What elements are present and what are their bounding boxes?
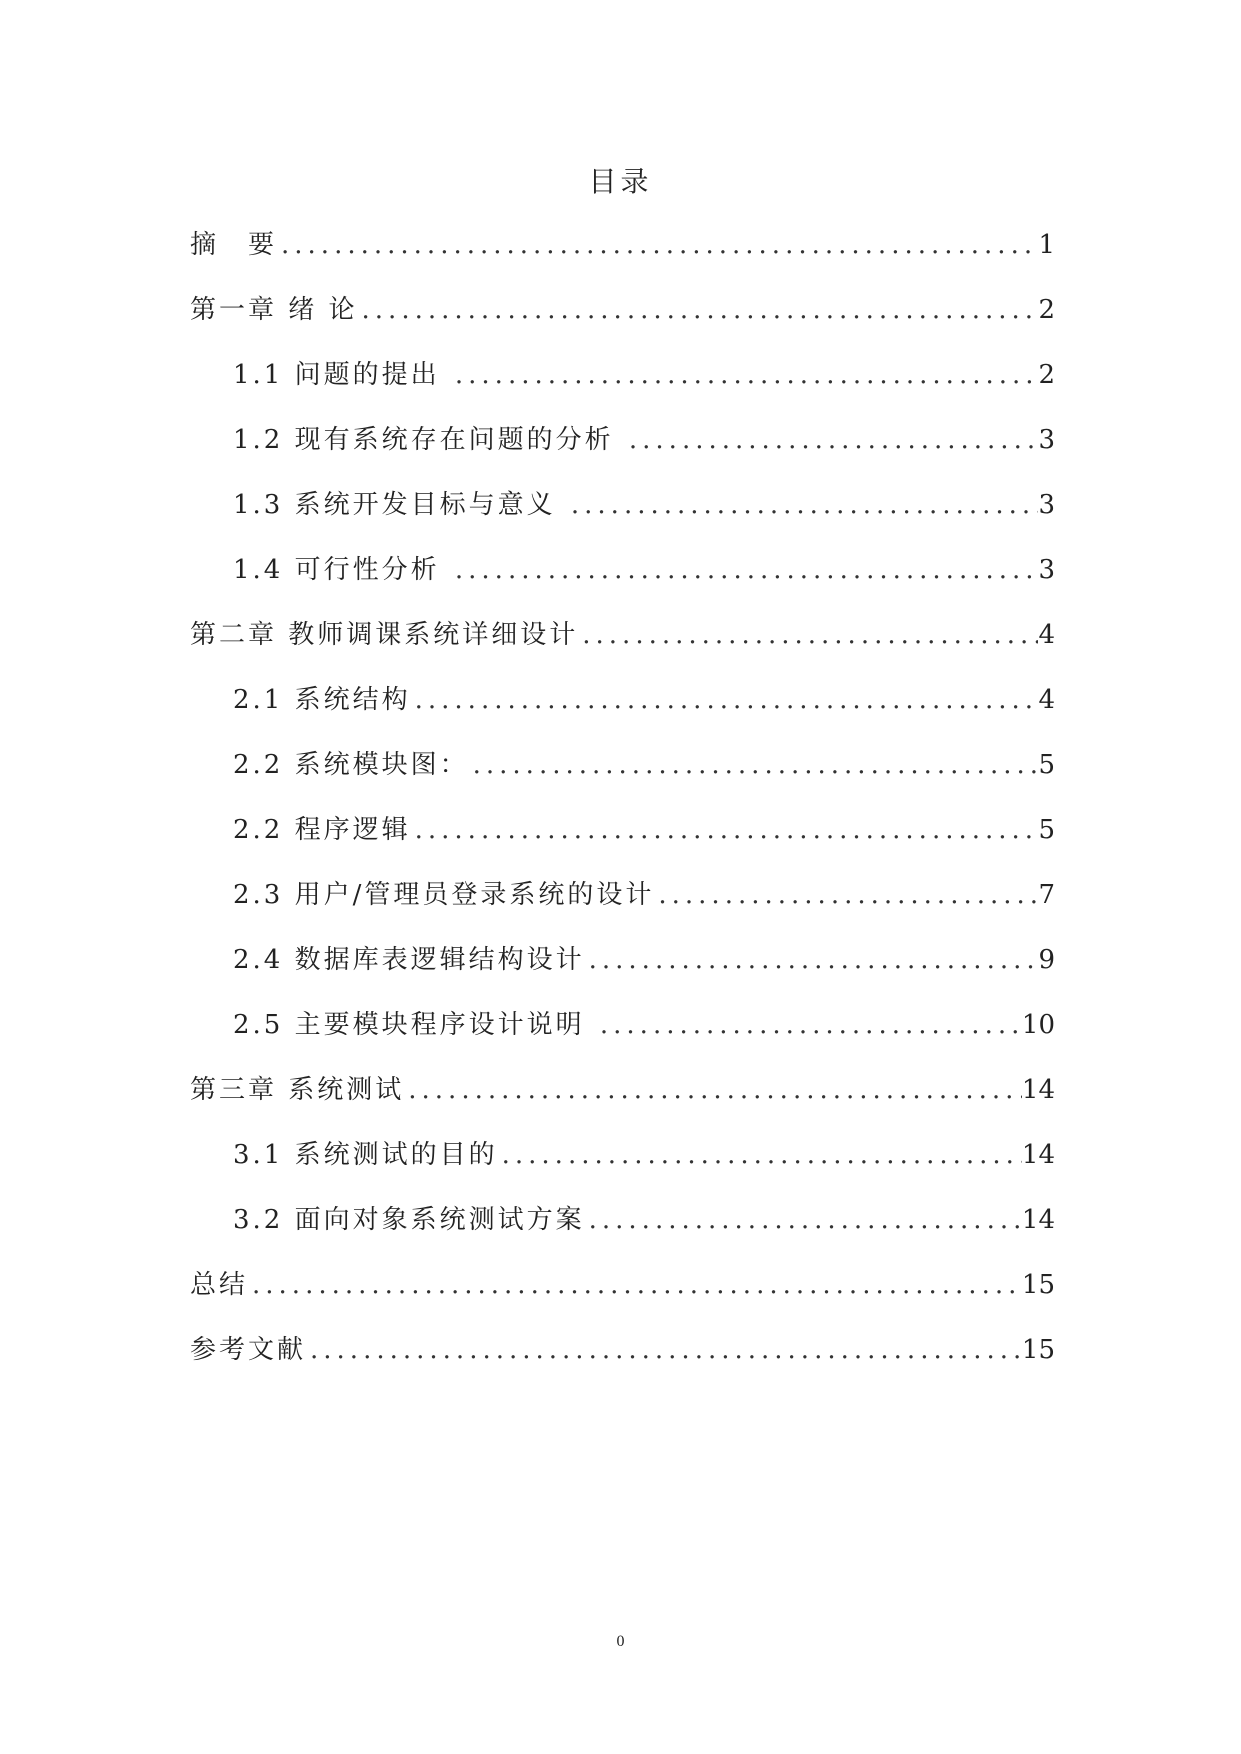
toc-leader-dots: [596, 1005, 1022, 1045]
toc-leader-dots: [404, 1070, 1022, 1110]
toc-entry-page: 14: [1021, 1205, 1055, 1235]
toc-leader-dots: [248, 1265, 1022, 1305]
toc-entry-abstract[interactable]: [190, 225, 1055, 290]
toc-leader-dots: [469, 745, 1039, 785]
toc-entry-page: 2: [1038, 295, 1055, 325]
toc-leader-dots: [411, 680, 1039, 720]
toc-entry-label: 1.4 可行性分析: [233, 555, 451, 585]
toc-entry-label: 1.1 问题的提出: [233, 360, 451, 390]
toc-entry-page: 3: [1038, 490, 1055, 520]
toc-leader-dots: [585, 1200, 1022, 1240]
toc-entry-page: 5: [1038, 750, 1055, 780]
toc-entry-label: 第一章 绪 论: [190, 295, 358, 325]
toc-entry-section-2-5[interactable]: [190, 1005, 1055, 1070]
toc-entry-label: 第二章 教师调课系统详细设计: [190, 620, 579, 650]
toc-entry-label: 总结: [190, 1270, 249, 1300]
toc-leader-dots: [451, 355, 1039, 395]
toc-entry-section-2-4[interactable]: [190, 940, 1055, 1005]
toc-entry-section-3-1[interactable]: [190, 1135, 1055, 1200]
toc-leader-dots: [498, 1135, 1022, 1175]
toc-entry-chapter-3[interactable]: [190, 1070, 1055, 1135]
toc-title: 目录: [588, 165, 653, 198]
toc-entry-label: 3.1 系统测试的目的: [233, 1140, 498, 1170]
toc-entry-label: 参考文献: [190, 1335, 307, 1365]
toc-leader-dots: [578, 615, 1038, 655]
toc-entry-section-1-2[interactable]: [190, 420, 1055, 485]
toc-entry-label: 2.2 程序逻辑: [233, 815, 411, 845]
toc-entry-page: 7: [1038, 880, 1055, 910]
toc-entry-page: 9: [1038, 945, 1055, 975]
toc-leader-dots: [585, 940, 1039, 980]
toc-entry-page: 5: [1038, 815, 1055, 845]
toc-entry-section-2-2-modules[interactable]: [190, 745, 1055, 810]
toc-leader-dots: [411, 810, 1039, 850]
toc-entry-page: 4: [1038, 620, 1055, 650]
toc-entry-summary[interactable]: [190, 1265, 1055, 1330]
toc-entry-section-2-1[interactable]: [190, 680, 1055, 745]
toc-entry-label: 摘 要: [190, 230, 278, 260]
toc-entry-page: 15: [1021, 1335, 1055, 1365]
toc-entry-label: 1.3 系统开发目标与意义: [233, 490, 567, 520]
toc-entry-page: 2: [1038, 360, 1055, 390]
toc-entry-section-1-1[interactable]: [190, 355, 1055, 420]
toc-entry-label: 2.4 数据库表逻辑结构设计: [233, 945, 585, 975]
toc-leader-dots: [567, 485, 1039, 525]
toc-entry-label: 3.2 面向对象系统测试方案: [233, 1205, 585, 1235]
toc-entry-chapter-2[interactable]: [190, 615, 1055, 680]
toc-leader-dots: [654, 875, 1038, 915]
toc-entry-chapter-1[interactable]: [190, 290, 1055, 355]
toc-entry-section-3-2[interactable]: [190, 1200, 1055, 1265]
toc-entry-page: 4: [1038, 685, 1055, 715]
toc-leader-dots: [277, 225, 1038, 265]
toc-entry-section-2-2-logic[interactable]: [190, 810, 1055, 875]
toc-entry-page: 14: [1021, 1140, 1055, 1170]
toc-entry-references[interactable]: [190, 1330, 1055, 1395]
toc-entry-label: 2.5 主要模块程序设计说明: [233, 1010, 596, 1040]
page-number: 0: [616, 1633, 625, 1650]
toc-entry-label: 2.3 用户/管理员登录系统的设计: [233, 880, 655, 910]
toc-entry-section-1-4[interactable]: [190, 550, 1055, 615]
toc-entry-label: 1.2 现有系统存在问题的分析: [233, 425, 625, 455]
toc-entry-label: 2.1 系统结构: [233, 685, 411, 715]
toc-entry-page: 14: [1021, 1075, 1055, 1105]
toc-leader-dots: [358, 290, 1039, 330]
toc-entry-section-2-3[interactable]: [190, 875, 1055, 940]
toc-entry-page: 10: [1021, 1010, 1055, 1040]
toc-entry-page: 1: [1038, 230, 1055, 260]
toc-entry-page: 15: [1021, 1270, 1055, 1300]
toc-entry-section-1-3[interactable]: [190, 485, 1055, 550]
toc-entry-label: 2.2 系统模块图：: [233, 750, 469, 780]
toc-leader-dots: [306, 1330, 1022, 1370]
toc-leader-dots: [451, 550, 1039, 590]
toc-entry-label: 第三章 系统测试: [190, 1075, 405, 1105]
toc-leader-dots: [625, 420, 1039, 460]
table-of-contents: [190, 225, 1055, 1395]
toc-entry-page: 3: [1038, 555, 1055, 585]
toc-entry-page: 3: [1038, 425, 1055, 455]
